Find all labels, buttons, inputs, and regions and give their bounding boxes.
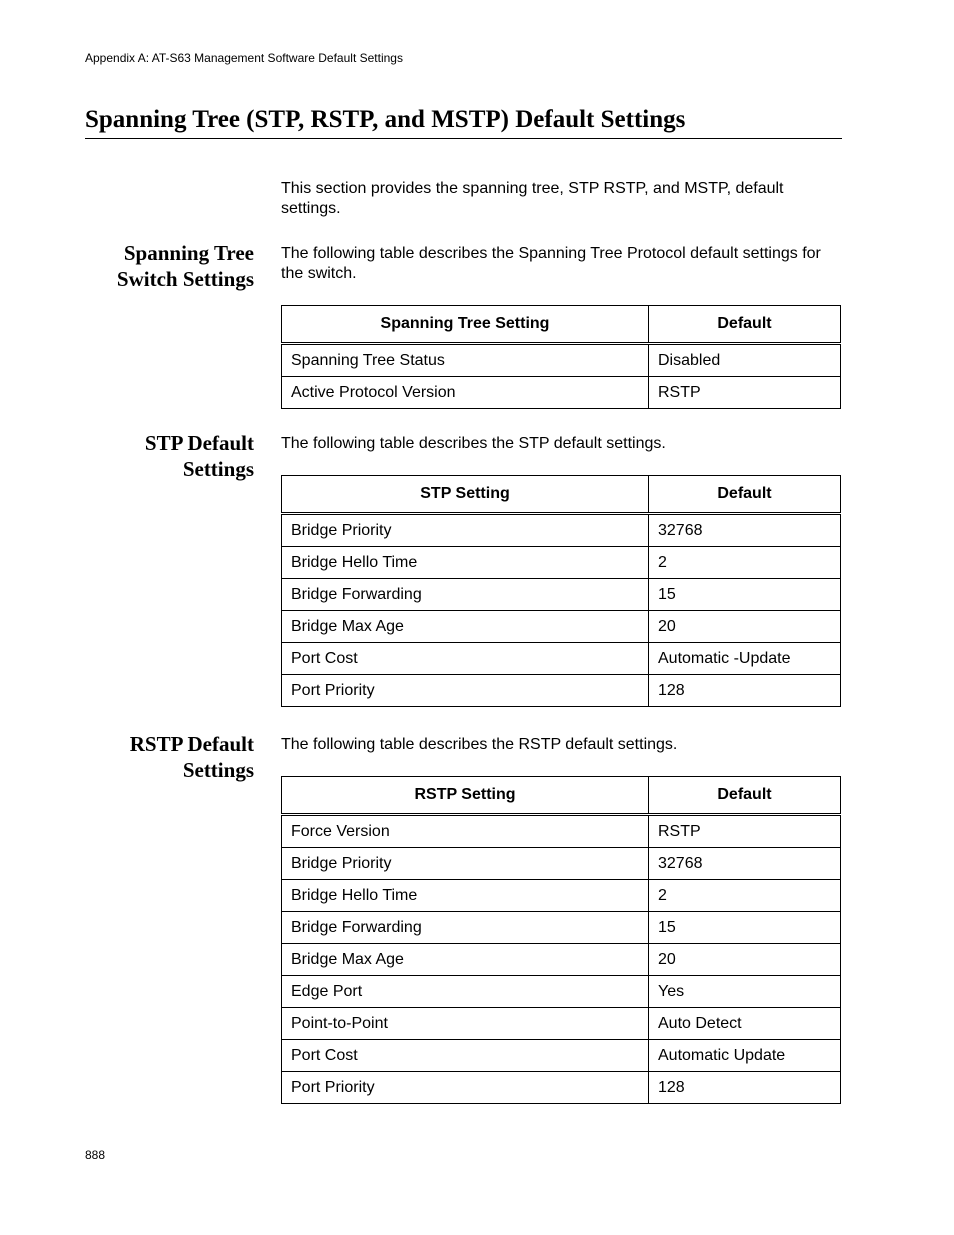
setting-name-cell: Bridge Forwarding	[282, 912, 649, 944]
setting-name-cell: Point-to-Point	[282, 1008, 649, 1040]
table-row	[282, 675, 841, 707]
table-row	[282, 1008, 841, 1040]
setting-name-cell: Spanning Tree Status	[282, 344, 649, 377]
default-value-cell: Automatic Update	[649, 1040, 841, 1072]
column-header: Default	[649, 306, 841, 344]
table-row	[282, 643, 841, 675]
rstp-settings-heading	[60, 731, 254, 783]
setting-name-cell: Bridge Max Age	[282, 611, 649, 643]
default-value-cell: 32768	[649, 514, 841, 547]
switch-settings-description: The following table describes the Spanning Tree Protocol default settings for the switch.	[281, 245, 821, 282]
default-value-cell: RSTP	[649, 377, 841, 409]
stp-heading-line2: Settings	[182, 457, 254, 481]
rstp-settings-table	[281, 776, 841, 1104]
setting-name-cell: Bridge Max Age	[282, 944, 649, 976]
setting-name-cell: Edge Port	[282, 976, 649, 1008]
column-header: Default	[649, 777, 841, 815]
default-value-cell: RSTP	[649, 815, 841, 848]
stp-heading-line1: STP Default	[144, 431, 254, 455]
column-header: Default	[649, 476, 841, 514]
setting-name-cell: Active Protocol Version	[282, 377, 649, 409]
table-row	[282, 880, 841, 912]
table-row	[282, 1040, 841, 1072]
setting-name-cell: Bridge Forwarding	[282, 579, 649, 611]
page-title: Spanning Tree (STP, RSTP, and MSTP) Default Settings	[85, 105, 842, 139]
switch-heading-line1: Spanning Tree	[123, 241, 254, 265]
default-value-cell: 20	[649, 611, 841, 643]
rstp-settings-description: The following table describes the RSTP default settings.	[281, 736, 678, 753]
stp-settings-heading	[60, 430, 254, 482]
default-value-cell: Auto Detect	[649, 1008, 841, 1040]
stp-settings-description: The following table describes the STP default settings.	[281, 435, 666, 452]
default-value-cell: Disabled	[649, 344, 841, 377]
switch-heading-line2: Switch Settings	[116, 267, 254, 291]
table-row	[282, 344, 841, 377]
default-value-cell: 128	[649, 1072, 841, 1104]
setting-name-cell: Port Priority	[282, 675, 649, 707]
default-value-cell: 32768	[649, 848, 841, 880]
setting-name-cell: Force Version	[282, 815, 649, 848]
setting-name-cell: Port Priority	[282, 1072, 649, 1104]
table-row	[282, 912, 841, 944]
table-row	[282, 611, 841, 643]
column-header: STP Setting	[282, 476, 649, 514]
default-value-cell: Automatic -Update	[649, 643, 841, 675]
switch-settings-table	[281, 305, 841, 409]
setting-name-cell: Bridge Hello Time	[282, 880, 649, 912]
setting-name-cell: Bridge Priority	[282, 514, 649, 547]
table-row	[282, 547, 841, 579]
setting-name-cell: Bridge Priority	[282, 848, 649, 880]
table-row	[282, 848, 841, 880]
setting-name-cell: Bridge Hello Time	[282, 547, 649, 579]
table-row	[282, 514, 841, 547]
default-value-cell: 20	[649, 944, 841, 976]
setting-name-cell: Port Cost	[282, 1040, 649, 1072]
table-row	[282, 944, 841, 976]
default-value-cell: 15	[649, 579, 841, 611]
default-value-cell: 2	[649, 880, 841, 912]
table-row	[282, 815, 841, 848]
stp-settings-table	[281, 475, 841, 707]
default-value-cell: 128	[649, 675, 841, 707]
running-header: Appendix A: AT-S63 Management Software Default Settings	[85, 51, 403, 65]
column-header: Spanning Tree Setting	[282, 306, 649, 344]
default-value-cell: Yes	[649, 976, 841, 1008]
setting-name-cell: Port Cost	[282, 643, 649, 675]
table-row	[282, 579, 841, 611]
page-number: 888	[85, 1148, 106, 1162]
table-row	[282, 976, 841, 1008]
rstp-heading-line2: Settings	[182, 758, 254, 782]
column-header: RSTP Setting	[282, 777, 649, 815]
table-row	[282, 1072, 841, 1104]
default-value-cell: 15	[649, 912, 841, 944]
switch-settings-heading	[60, 240, 254, 292]
rstp-heading-line1: RSTP Default	[129, 732, 254, 756]
default-value-cell: 2	[649, 547, 841, 579]
intro-paragraph: This section provides the spanning tree, STP RSTP, and MSTP, default settings.	[281, 180, 784, 217]
table-row	[282, 377, 841, 409]
